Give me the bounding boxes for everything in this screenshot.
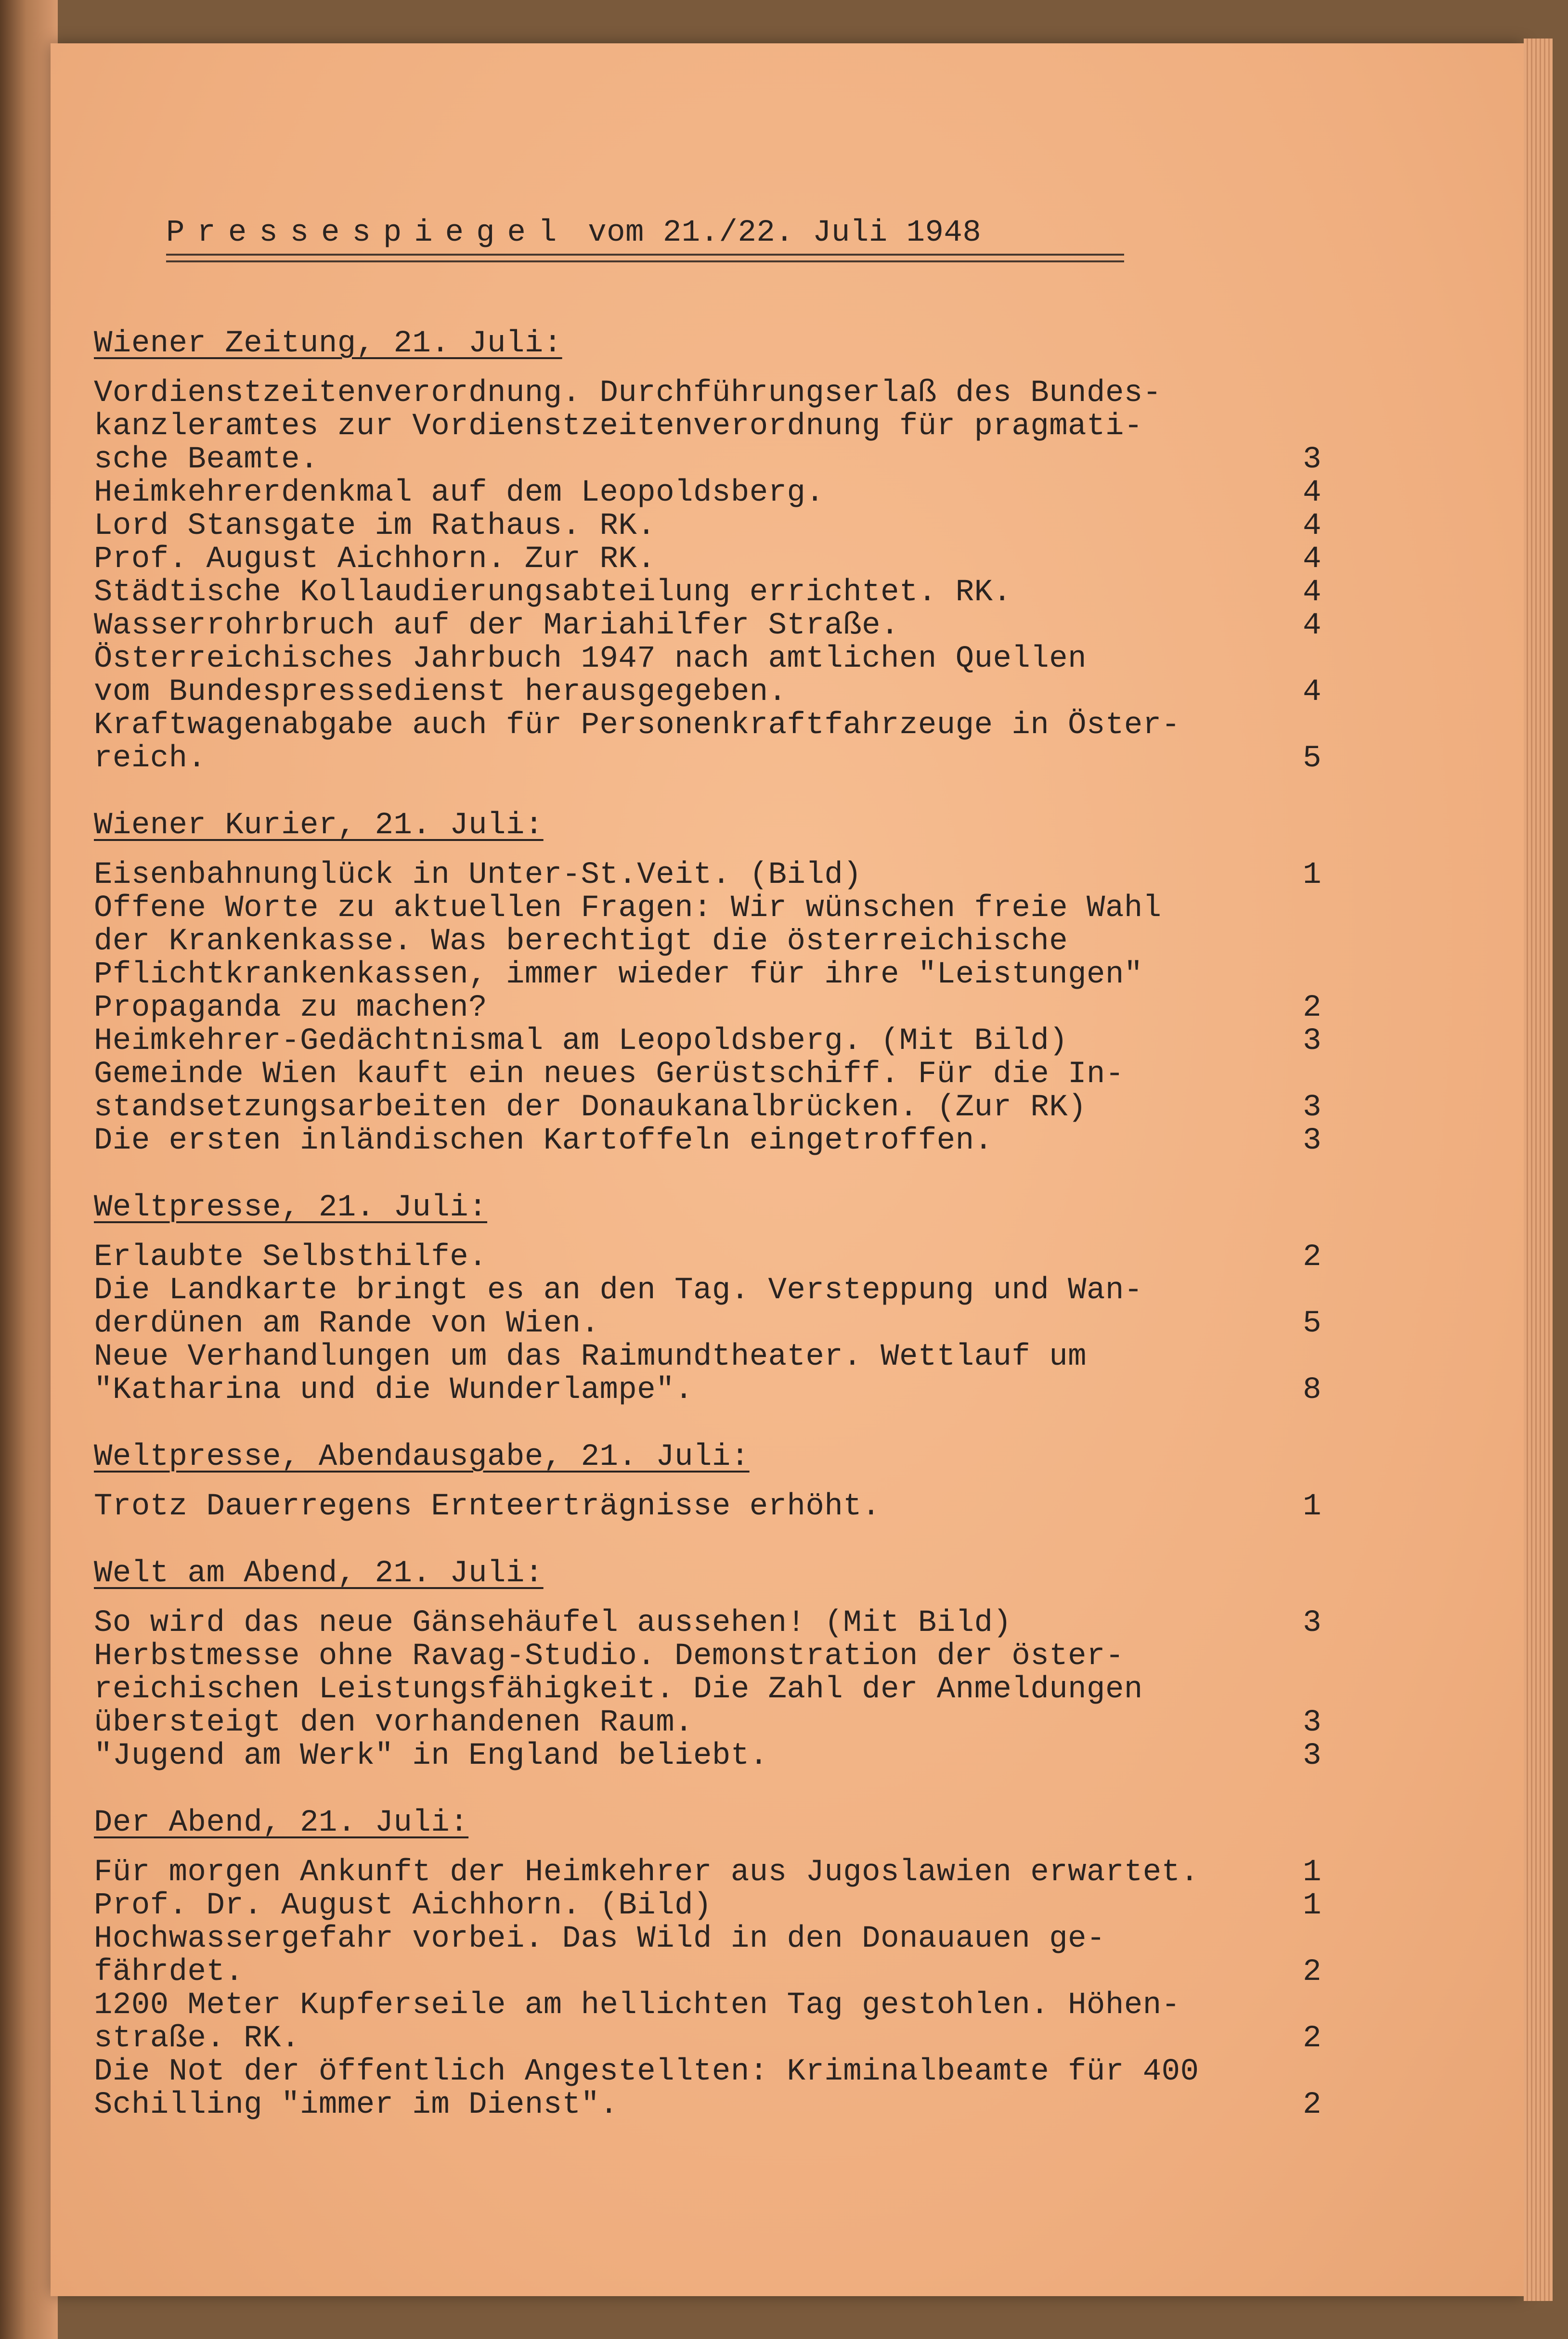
entry-page-number: 3 — [1303, 1090, 1322, 1125]
entry-text: Kraftwagenabgabe auch für Personenkraftfahrzeuge in Öster- reich. — [94, 708, 1180, 776]
entry-text: Trotz Dauerregens Ernteerträgnisse erhöht. — [94, 1489, 881, 1524]
title-double-rule — [166, 254, 1124, 262]
list-item — [94, 543, 1322, 576]
entry-text: Neue Verhandlungen um das Raimundtheater. Wettlauf um "Katharina und die Wunderlampe". — [94, 1340, 1087, 1408]
list-item — [94, 1740, 1322, 1773]
list-item — [94, 377, 1322, 477]
entry-text: Wasserrohrbruch auf der Mariahilfer Straße. — [94, 608, 899, 643]
section-heading: Wiener Zeitung, 21. Juli: — [94, 326, 562, 361]
list-item — [94, 1989, 1322, 2055]
entry-list — [94, 377, 1322, 775]
list-item — [94, 1341, 1322, 1407]
title-spaced-word: Pressespiegel — [166, 216, 570, 250]
list-item — [94, 643, 1322, 709]
entry-list — [94, 1607, 1322, 1773]
list-item — [94, 859, 1322, 892]
entry-page-number: 1 — [1303, 1489, 1322, 1524]
entry-page-number: 3 — [1303, 1706, 1322, 1740]
entry-page-number: 5 — [1303, 1306, 1322, 1341]
entry-page-number: 5 — [1303, 741, 1322, 776]
section-heading: Weltpresse, 21. Juli: — [94, 1190, 488, 1225]
entry-text: Städtische Kollaudierungsabteilung errichtet. RK. — [94, 575, 1012, 610]
list-item — [94, 609, 1322, 643]
newspaper-section — [94, 1557, 1322, 1773]
list-item — [94, 1856, 1322, 1889]
list-item — [94, 1058, 1322, 1124]
entry-text: Hochwassergefahr vorbei. Das Wild in den Donauauen ge- fährdet. — [94, 1922, 1105, 1990]
list-item — [94, 1640, 1322, 1740]
list-item — [94, 1923, 1322, 1989]
list-item — [94, 892, 1322, 1025]
sections-container — [94, 327, 1322, 2122]
entry-page-number: 4 — [1303, 608, 1322, 643]
newspaper-section — [94, 1191, 1322, 1407]
newspaper-section — [94, 809, 1322, 1158]
entry-text: Die Landkarte bringt es an den Tag. Versteppung und Wan- derdünen am Rande von Wien. — [94, 1273, 1143, 1341]
list-item — [94, 1889, 1322, 1923]
entry-page-number: 3 — [1303, 1606, 1322, 1641]
entry-text: Prof. Dr. August Aichhorn. (Bild) — [94, 1888, 712, 1923]
entry-text: Heimkehrerdenkmal auf dem Leopoldsberg. — [94, 476, 825, 510]
entry-page-number: 4 — [1303, 476, 1322, 510]
title-date: vom 21./22. Juli 1948 — [588, 216, 982, 250]
list-item — [94, 576, 1322, 609]
entry-page-number: 2 — [1303, 2088, 1322, 2122]
entry-text: Heimkehrer-Gedächtnismal am Leopoldsberg. (Mit Bild) — [94, 1024, 1068, 1059]
list-item — [94, 1607, 1322, 1640]
entry-text: Die ersten inländischen Kartoffeln eingetroffen. — [94, 1124, 993, 1158]
entry-text: Offene Worte zu aktuellen Fragen: Wir wünschen freie Wahl der Krankenkasse. Was berechtigt die österreichische Pflichtkrankenkassen, immer wieder für ihre "Leistungen" Propaganda zu machen? — [94, 891, 1162, 1025]
list-item — [94, 510, 1322, 543]
entry-page-number: 3 — [1303, 1739, 1322, 1773]
entry-text: Vordienstzeitenverordnung. Durchführungserlaß des Bundes- kanzleramtes zur Vordienstzeitenverordnung für pragmati- sche Beamte. — [94, 376, 1162, 477]
entry-list — [94, 859, 1322, 1158]
entry-page-number: 4 — [1303, 509, 1322, 543]
entry-page-number: 4 — [1303, 542, 1322, 577]
entry-page-number: 1 — [1303, 858, 1322, 892]
entry-text: 1200 Meter Kupferseile am hellichten Tag gestohlen. Höhen- straße. RK. — [94, 1988, 1180, 2056]
list-item — [94, 1490, 1322, 1524]
section-heading: Wiener Kurier, 21. Juli: — [94, 808, 544, 843]
entry-page-number: 4 — [1303, 575, 1322, 610]
entry-text: Österreichisches Jahrbuch 1947 nach amtlichen Quellen vom Bundespressedienst herausgegeben. — [94, 642, 1087, 710]
entry-text: Für morgen Ankunft der Heimkehrer aus Jugoslawien erwartet. — [94, 1855, 1199, 1890]
newspaper-section — [94, 1807, 1322, 2122]
entry-page-number: 3 — [1303, 1024, 1322, 1059]
document-content — [94, 217, 1322, 2122]
entry-text: So wird das neue Gänsehäufel aussehen! (Mit Bild) — [94, 1606, 1012, 1641]
entry-page-number: 2 — [1303, 1240, 1322, 1275]
list-item — [94, 1241, 1322, 1274]
list-item — [94, 477, 1322, 510]
entry-text: Erlaubte Selbsthilfe. — [94, 1240, 488, 1275]
entry-text: Die Not der öffentlich Angestellten: Kriminalbeamte für 400 Schilling "immer im Dienst". — [94, 2055, 1199, 2122]
entry-page-number: 8 — [1303, 1373, 1322, 1408]
entry-page-number: 3 — [1303, 442, 1322, 477]
entry-page-number: 3 — [1303, 1124, 1322, 1158]
list-item — [94, 2055, 1322, 2122]
list-item — [94, 1124, 1322, 1158]
entry-page-number: 1 — [1303, 1855, 1322, 1890]
entry-text: Gemeinde Wien kauft ein neues Gerüstschiff. Für die In- standsetzungsarbeiten der Donaukanalbrücken. (Zur RK) — [94, 1057, 1124, 1125]
list-item — [94, 1025, 1322, 1058]
list-item — [94, 709, 1322, 775]
newspaper-section — [94, 327, 1322, 775]
page-stack-edge — [1524, 39, 1553, 2301]
entry-page-number: 2 — [1303, 1955, 1322, 1990]
entry-list — [94, 1241, 1322, 1407]
section-heading: Der Abend, 21. Juli: — [94, 1806, 469, 1840]
entry-page-number: 1 — [1303, 1888, 1322, 1923]
entry-page-number: 2 — [1303, 991, 1322, 1025]
entry-text: Herbstmesse ohne Ravag-Studio. Demonstration der öster- reichischen Leistungsfähigkeit. Die Zahl der Anmeldungen übersteigt den vorhandenen Raum. — [94, 1639, 1143, 1740]
entry-page-number: 2 — [1303, 2021, 1322, 2056]
section-heading: Weltpresse, Abendausgabe, 21. Juli: — [94, 1440, 750, 1474]
entry-text: Eisenbahnunglück in Unter-St.Veit. (Bild) — [94, 858, 862, 892]
entry-list — [94, 1856, 1322, 2122]
entry-text: "Jugend am Werk" in England beliebt. — [94, 1739, 768, 1773]
entry-text: Prof. August Aichhorn. Zur RK. — [94, 542, 656, 577]
newspaper-section — [94, 1441, 1322, 1524]
section-heading: Welt am Abend, 21. Juli: — [94, 1556, 544, 1591]
entry-page-number: 4 — [1303, 675, 1322, 710]
entry-list — [94, 1490, 1322, 1524]
page-title — [166, 217, 1322, 250]
list-item — [94, 1274, 1322, 1341]
entry-text: Lord Stansgate im Rathaus. RK. — [94, 509, 656, 543]
book-spine-edge — [0, 0, 58, 2339]
